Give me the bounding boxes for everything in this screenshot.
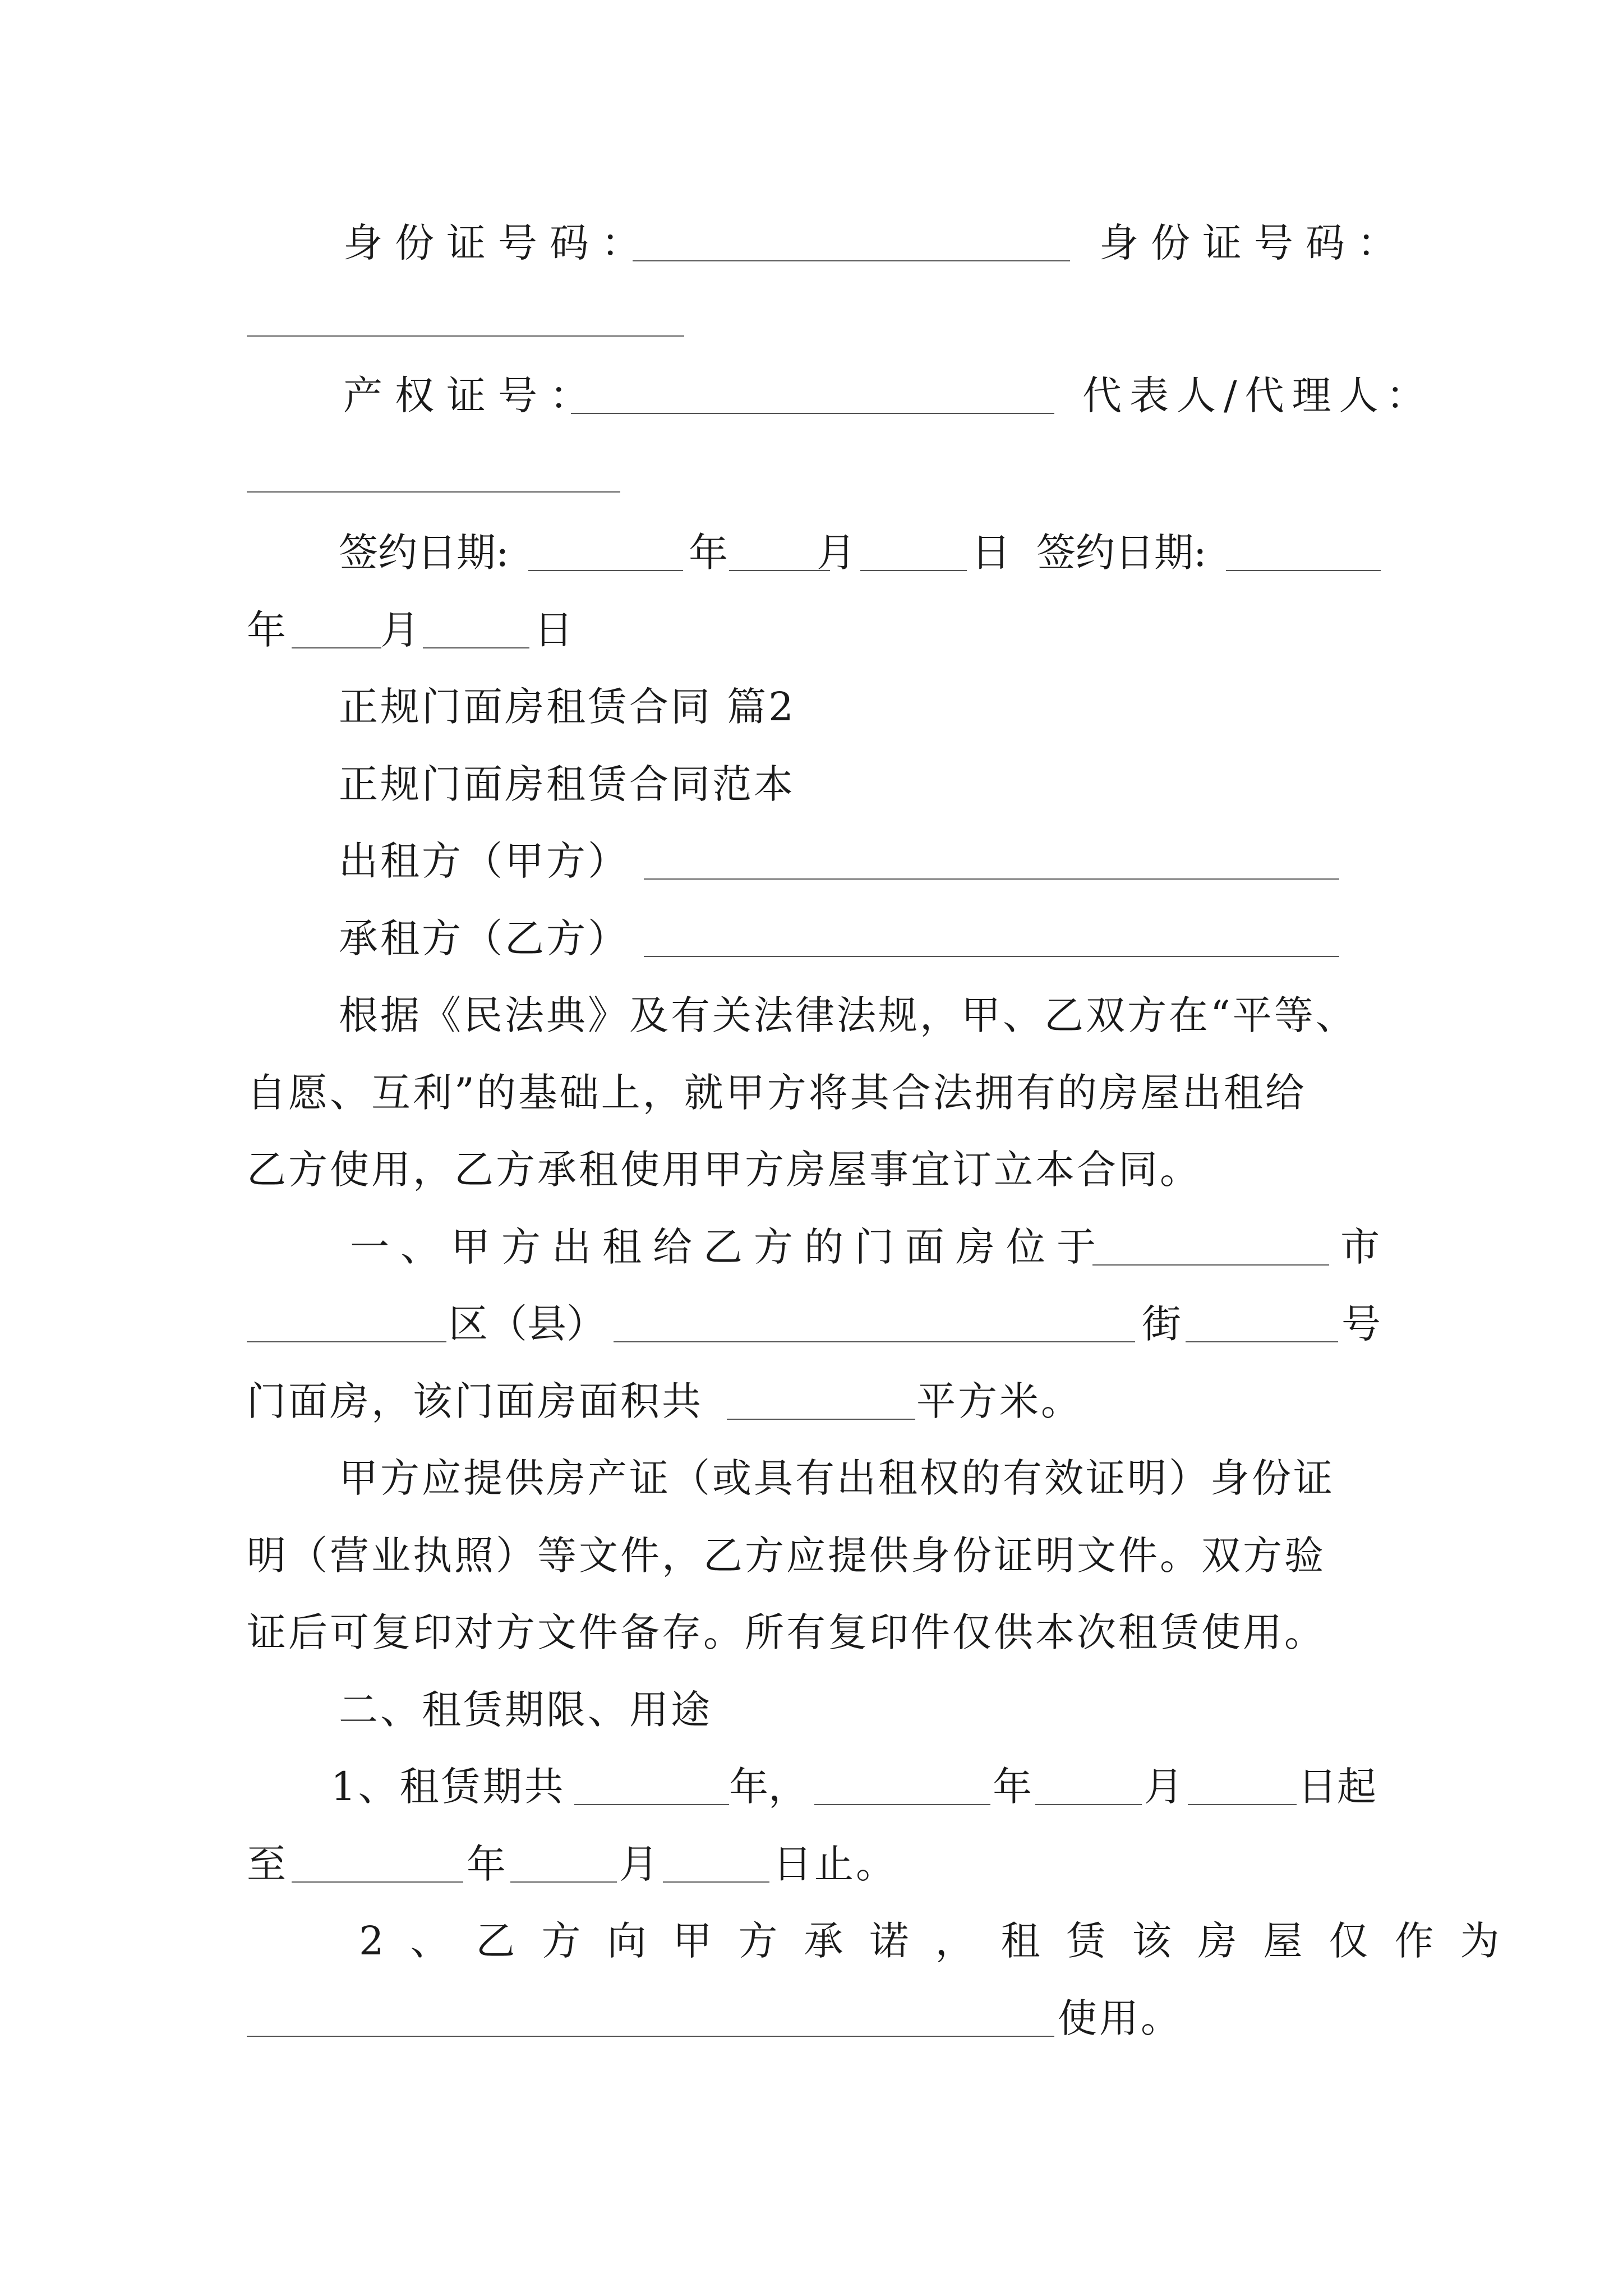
article2-to-year-blank[interactable] xyxy=(292,1881,463,1883)
article2-heading: 二、租赁期限、用途 xyxy=(339,1687,712,1733)
documents-text-2: 明（营业执照）等文件，乙方应提供身份证明文件。双方验 xyxy=(247,1533,1326,1579)
article2-use-blank[interactable] xyxy=(247,2036,1054,2037)
sign-date-row xyxy=(0,522,1623,583)
sign-date-month-a: 月 xyxy=(817,530,856,576)
article2-from-month-blank[interactable] xyxy=(1035,1804,1142,1805)
id-number-label-a: 身份证号码： xyxy=(343,220,653,266)
article2-term-year: 年， xyxy=(729,1764,808,1810)
article1-area-prefix: 门面房，该门面房面积共 xyxy=(247,1378,703,1424)
article1-area-blank[interactable] xyxy=(727,1419,915,1420)
sign-date-year-a: 年 xyxy=(689,530,728,576)
article1-city-blank[interactable] xyxy=(1092,1264,1329,1266)
documents-line-3 xyxy=(0,1602,1623,1663)
article1-area-unit: 平方米。 xyxy=(916,1378,1082,1424)
intro-text-3: 乙方使用，乙方承租使用甲方房屋事宜订立本合同。 xyxy=(247,1147,1201,1193)
id-number-blank-b[interactable] xyxy=(247,335,684,337)
id-number-row-cont xyxy=(0,280,1623,342)
id-number-row xyxy=(0,212,1623,274)
intro-text-2: 自愿、互利”的基础上，就甲方将其合法拥有的房屋出租给 xyxy=(247,1070,1307,1116)
article2-to-month: 月 xyxy=(619,1841,658,1887)
article1-street: 街 xyxy=(1142,1301,1181,1347)
section-heading-row xyxy=(0,676,1623,738)
article1-district: 区（县） xyxy=(449,1301,606,1347)
article2-to: 至 xyxy=(247,1841,286,1887)
article2-to-row xyxy=(0,1833,1623,1895)
id-number-label-b: 身份证号码： xyxy=(1099,220,1409,266)
lessor-label: 出租方（甲方） xyxy=(339,838,629,884)
article2-from-day-blank[interactable] xyxy=(1188,1804,1297,1805)
sign-date-day-a: 日 xyxy=(971,530,1011,576)
article2-term-blank[interactable] xyxy=(574,1804,729,1805)
sign-date-month-blank-a[interactable] xyxy=(729,570,830,571)
sign-date-year-b: 年 xyxy=(247,607,286,653)
article2-to-day: 日止。 xyxy=(773,1841,897,1887)
article1-district-blank[interactable] xyxy=(247,1341,446,1342)
article2-use-suffix: 使用。 xyxy=(1058,1995,1182,2041)
sign-date-month-blank-b[interactable] xyxy=(292,647,381,648)
doc-title-row xyxy=(0,753,1623,815)
property-cert-row xyxy=(0,365,1623,426)
article1-city: 市 xyxy=(1340,1224,1380,1270)
property-cert-label: 产权证号： xyxy=(343,372,601,418)
article2-from-day: 日起 xyxy=(1298,1764,1376,1810)
article2-use-prefix: 2、乙方向甲方承诺，租赁该房屋仅作为 xyxy=(359,1918,1526,1964)
sign-date-label-b: 签约日期: xyxy=(1036,530,1207,576)
intro-line-2 xyxy=(0,1062,1623,1124)
sign-date-row-cont xyxy=(0,599,1623,661)
article1-street-blank[interactable] xyxy=(614,1341,1135,1342)
sign-date-year-blank-b[interactable] xyxy=(1226,570,1381,571)
article2-to-year: 年 xyxy=(467,1841,506,1887)
article2-from-month: 月 xyxy=(1144,1764,1183,1810)
intro-line-3 xyxy=(0,1139,1623,1200)
representative-blank[interactable] xyxy=(247,491,620,493)
lessee-row xyxy=(0,908,1623,969)
article2-from-year: 年 xyxy=(993,1764,1032,1810)
representative-row-cont xyxy=(0,436,1623,498)
documents-line-2 xyxy=(0,1525,1623,1586)
lessee-label: 承租方（乙方） xyxy=(339,915,629,961)
article1-number: 号 xyxy=(1341,1301,1381,1347)
documents-line-1 xyxy=(0,1447,1623,1509)
documents-text-3: 证后可复印对方文件备存。所有复印件仅供本次租赁使用。 xyxy=(247,1609,1326,1655)
lessor-row xyxy=(0,830,1623,892)
article1-line-2 xyxy=(0,1293,1623,1355)
article2-to-month-blank[interactable] xyxy=(510,1881,617,1883)
article1-line-1 xyxy=(0,1216,1623,1278)
article2-term-prefix: 1、租赁期共 xyxy=(331,1764,566,1810)
article2-heading-row xyxy=(0,1679,1623,1741)
article2-use-row-cont xyxy=(0,1987,1623,2049)
sign-date-day-blank-a[interactable] xyxy=(860,570,967,571)
id-number-blank-a[interactable] xyxy=(633,260,1070,261)
sign-date-year-blank-a[interactable] xyxy=(528,570,683,571)
documents-text-1: 甲方应提供房产证（或具有出租权的有效证明）身份证 xyxy=(339,1455,1335,1501)
article1-location-prefix: 一、甲方出租给乙方的门面房位于 xyxy=(350,1224,1107,1270)
intro-text-1: 根据《民法典》及有关法律法规，甲、乙双方在“平等、 xyxy=(339,992,1357,1038)
intro-line-1 xyxy=(0,984,1623,1046)
representative-label: 代表人/代理人： xyxy=(1082,372,1433,418)
sign-date-day-blank-b[interactable] xyxy=(423,647,529,648)
section-heading: 正规门面房租赁合同 篇2 xyxy=(339,684,796,730)
doc-title: 正规门面房租赁合同范本 xyxy=(339,761,795,807)
article2-from-year-blank[interactable] xyxy=(814,1804,990,1805)
sign-date-month-b: 月 xyxy=(380,607,419,653)
article2-to-day-blank[interactable] xyxy=(663,1881,769,1883)
article2-use-row xyxy=(0,1910,1623,1972)
article1-number-blank[interactable] xyxy=(1186,1341,1338,1342)
sign-date-day-b: 日 xyxy=(534,607,573,653)
lessor-blank[interactable] xyxy=(644,878,1339,880)
lessee-blank[interactable] xyxy=(644,956,1339,957)
property-cert-blank[interactable] xyxy=(571,413,1054,414)
sign-date-label-a: 签约日期: xyxy=(339,530,509,576)
article2-term-row xyxy=(0,1756,1623,1818)
article1-line-3 xyxy=(0,1370,1623,1432)
